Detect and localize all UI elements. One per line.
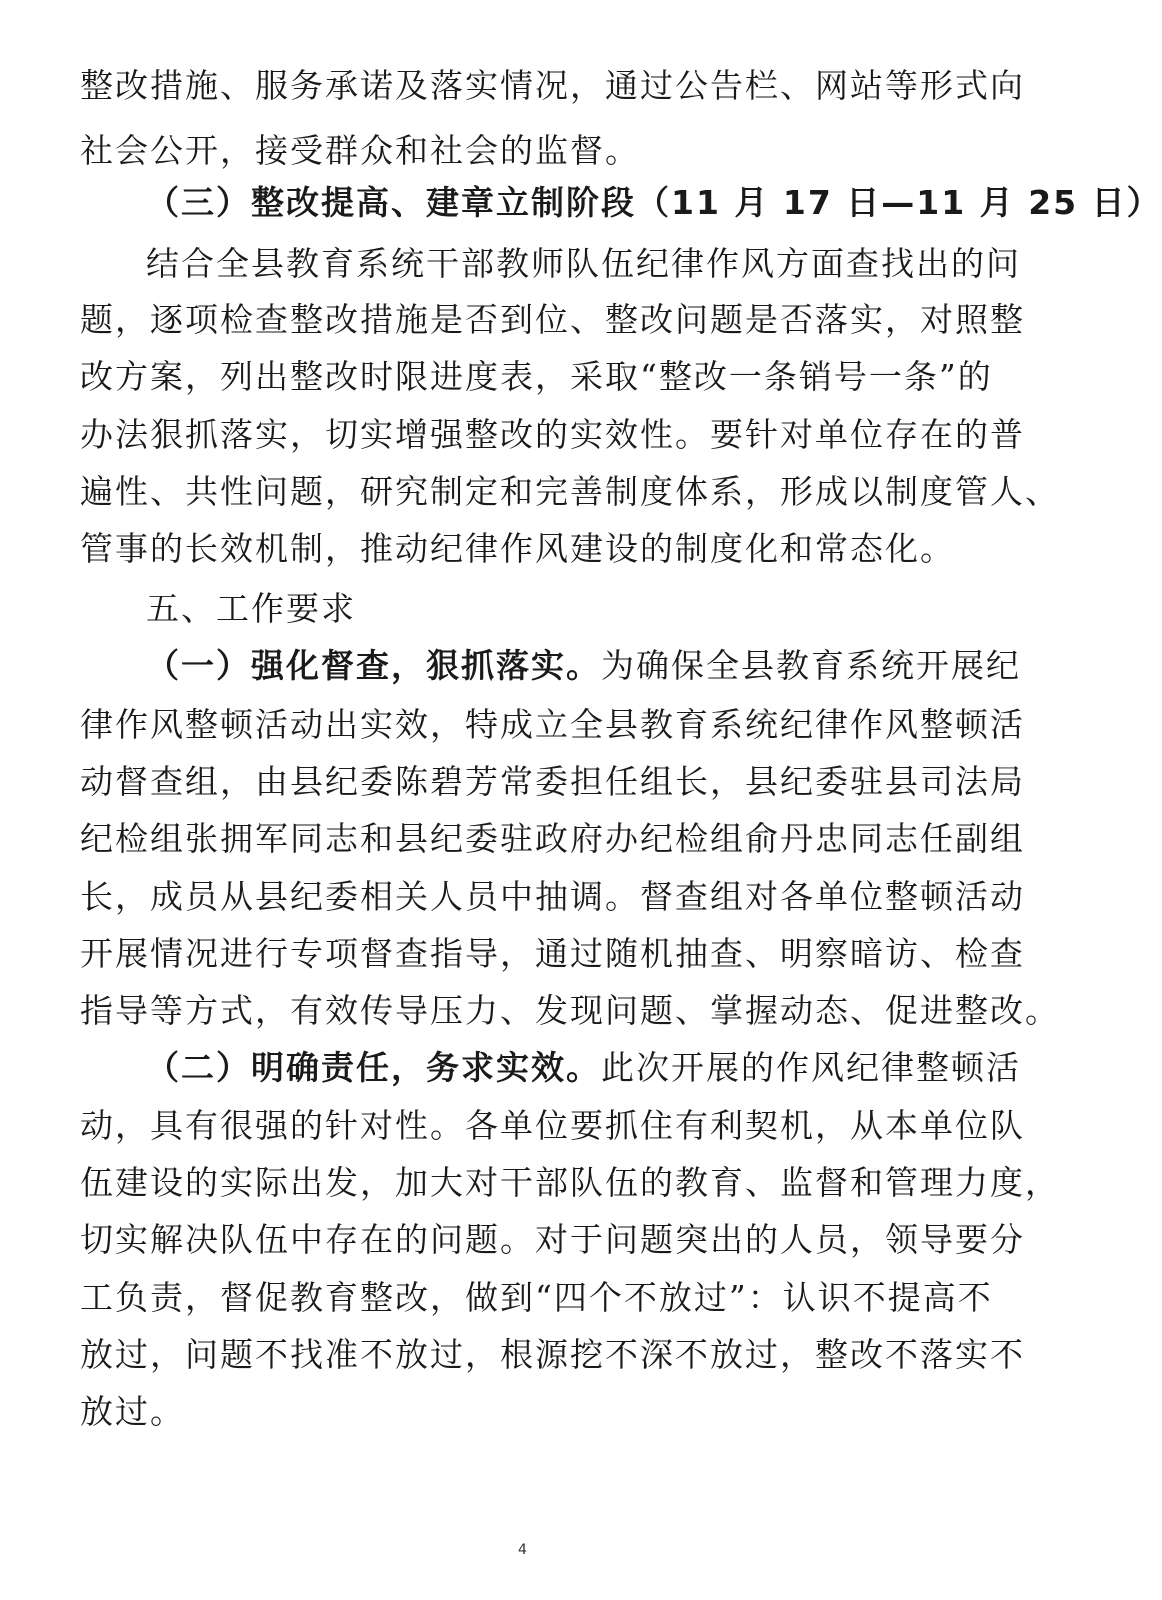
item1-first-line-rest: 为确保全县教育系统开展纪 xyxy=(601,646,1021,685)
item1-line-2: 律作风整顿活动出实效，特成立全县教育系统纪律作风整顿活 xyxy=(80,705,1025,744)
section5-heading: 五、工作要求 xyxy=(146,589,356,628)
intro-line-1: 整改措施、服务承诺及落实情况，通过公告栏、网站等形式向 xyxy=(80,66,1025,105)
item1-bold-title: （一）强化督查，狠抓落实。 xyxy=(146,646,601,685)
stage3-heading: （三）整改提高、建章立制阶段（11 月 17 日—11 月 25 日） xyxy=(146,183,1162,222)
item2-bold-title: （二）明确责任，务求实效。 xyxy=(146,1048,601,1087)
item1-line-5: 长，成员从县纪委相关人员中抽调。督查组对各单位整顿活动 xyxy=(80,877,1025,916)
item2-line-5: 工负责，督促教育整改，做到“四个不放过”：认识不提高不 xyxy=(80,1278,993,1317)
intro-line-2: 社会公开，接受群众和社会的监督。 xyxy=(80,131,640,170)
item1-line-4: 纪检组张拥军同志和县纪委驻政府办纪检组俞丹忠同志任副组 xyxy=(80,819,1025,858)
item2-line-3: 伍建设的实际出发，加大对干部队伍的教育、监督和管理力度， xyxy=(80,1163,1060,1202)
stage3-line-5: 遍性、共性问题，研究制定和完善制度体系，形成以制度管人、 xyxy=(80,472,1060,511)
stage3-line-2: 题，逐项检查整改措施是否到位、整改问题是否落实，对照整 xyxy=(80,300,1025,339)
stage3-line-1: 结合全县教育系统干部教师队伍纪律作风方面查找出的问 xyxy=(146,244,1021,283)
item1-line-6: 开展情况进行专项督查指导，通过随机抽查、明察暗访、检查 xyxy=(80,934,1025,973)
item1-line-3: 动督查组，由县纪委陈碧芳常委担任组长，县纪委驻县司法局 xyxy=(80,762,1025,801)
item2-line-6: 放过，问题不找准不放过，根源挖不深不放过，整改不落实不 xyxy=(80,1335,1025,1374)
item1-line-7: 指导等方式，有效传导压力、发现问题、掌握动态、促进整改。 xyxy=(80,991,1060,1030)
item2-line-4: 切实解决队伍中存在的问题。对于问题突出的人员，领导要分 xyxy=(80,1220,1025,1259)
item2-line-7: 放过。 xyxy=(80,1392,185,1431)
item2-line-2: 动，具有很强的针对性。各单位要抓住有利契机，从本单位队 xyxy=(80,1106,1025,1145)
item2-first-line xyxy=(146,1048,1021,1088)
stage3-line-3: 改方案，列出整改时限进度表，采取“整改一条销号一条”的 xyxy=(80,357,993,396)
item2-first-line-rest: 此次开展的作风纪律整顿活 xyxy=(601,1048,1021,1087)
stage3-line-4: 办法狠抓落实，切实增强整改的实效性。要针对单位存在的普 xyxy=(80,415,1025,454)
item1-first-line xyxy=(146,646,1021,686)
page-number: 4 xyxy=(518,1542,527,1558)
stage3-line-6: 管事的长效机制，推动纪律作风建设的制度化和常态化。 xyxy=(80,529,955,568)
